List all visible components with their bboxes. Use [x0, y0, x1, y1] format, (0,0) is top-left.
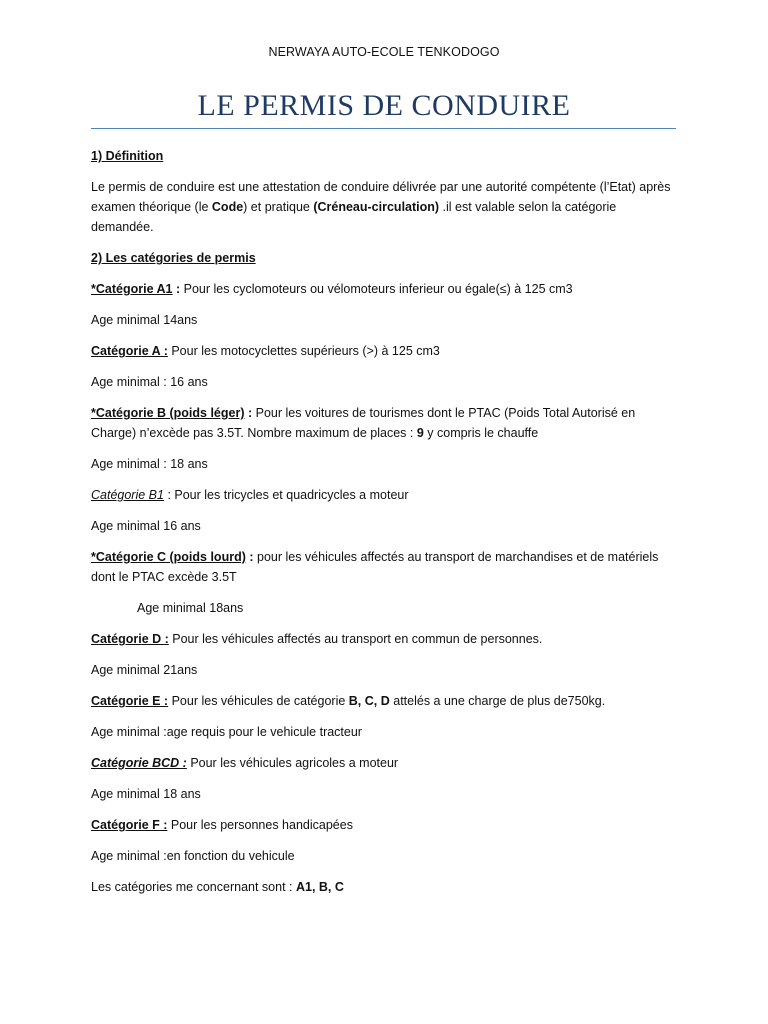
category-e-bcd: B, C, D — [348, 694, 390, 708]
category-a-age: Age minimal : 16 ans — [91, 375, 208, 389]
category-e-text2: attelés a une charge de plus de750kg. — [389, 694, 606, 708]
category-b — [91, 403, 681, 443]
category-d-text: Pour les véhicules affectés au transport en commun de personnes. — [168, 632, 543, 646]
category-f-text: Pour les personnes handicapées — [167, 818, 353, 832]
definition-text-a: Le permis de conduire est une attestation de conduire délivrée par une autorité compétente (l’Etat) après examen théorique (le — [91, 180, 671, 214]
section-heading-text: 1) Définition — [91, 149, 164, 163]
page-title: LE PERMIS DE CONDUIRE — [197, 89, 571, 122]
category-e-label: Catégorie E : — [91, 694, 169, 708]
definition-text-b: ) et pratique — [243, 200, 314, 214]
category-c — [91, 547, 681, 587]
category-a1-age: Age minimal 14ans — [91, 313, 198, 327]
concerned-list: A1, B, C — [295, 880, 344, 894]
category-e-age: Age minimal :age requis pour le vehicule tracteur — [91, 725, 362, 739]
section-categories-heading — [91, 248, 681, 268]
category-b1-label: Catégorie B1 — [91, 488, 164, 502]
category-f-age: Age minimal :en fonction du vehicule — [91, 849, 295, 863]
category-b1-colon: : — [163, 488, 171, 502]
category-c-colon: : — [245, 550, 254, 564]
category-b-age: Age minimal : 18 ans — [91, 457, 208, 471]
category-a1-colon: : — [172, 282, 181, 296]
category-b1-age: Age minimal 16 ans — [91, 519, 201, 533]
category-c-label: *Catégorie C (poids lourd) — [91, 550, 246, 564]
category-b-colon: : — [244, 406, 253, 420]
category-f — [91, 815, 681, 835]
category-a1 — [91, 279, 681, 299]
category-a — [91, 341, 681, 361]
category-d-label: Catégorie D : — [91, 632, 169, 646]
concerned-text: Les catégories me concernant sont : — [91, 880, 296, 894]
category-b1 — [91, 485, 681, 505]
category-a-text: Pour les motocyclettes supérieurs (>) à 125 cm3 — [167, 344, 440, 358]
category-b-label: *Catégorie B (poids léger) — [91, 406, 245, 420]
category-a1-label: *Catégorie A1 — [91, 282, 173, 296]
category-f-label: Catégorie F : — [91, 818, 168, 832]
category-e — [91, 691, 681, 711]
category-b1-text: Pour les tricycles et quadricycles a moteur — [170, 488, 409, 502]
category-bcd — [91, 753, 681, 773]
category-bcd-age: Age minimal 18 ans — [91, 787, 201, 801]
category-d — [91, 629, 681, 649]
category-e-text: Pour les véhicules de catégorie — [168, 694, 349, 708]
definition-code: Code — [211, 200, 244, 214]
section-definition-heading — [91, 146, 681, 166]
category-d-age: Age minimal 21ans — [91, 663, 198, 677]
document-body — [91, 146, 681, 908]
definition-creneau: (Créneau-circulation) — [313, 200, 440, 214]
concerned-categories — [91, 877, 681, 897]
definition-text-c: .il est valable selon la catégorie demandée. — [91, 200, 617, 234]
category-a-label: Catégorie A : — [91, 344, 168, 358]
category-a1-text: Pour les cyclomoteurs ou vélomoteurs inferieur ou égale(≤) à 125 cm3 — [180, 282, 573, 296]
definition-paragraph — [91, 177, 681, 237]
category-b-places: 9 — [416, 426, 424, 440]
category-c-age: Age minimal 18ans — [137, 601, 244, 615]
category-b-text: Pour les voitures de tourismes dont le PTAC (Poids Total Autorisé en Charge) n’excède pas 3.5T. Nombre maximum de places : — [91, 406, 636, 440]
school-header: NERWAYA AUTO-ECOLE TENKODOGO — [268, 45, 500, 59]
title-divider — [91, 128, 676, 129]
category-bcd-label: Catégorie BCD : — [91, 756, 187, 770]
category-c-text: pour les véhicules affectés au transport de marchandises et de matériels dont le PTAC excède 3.5T — [91, 550, 659, 584]
category-bcd-text: Pour les véhicules agricoles a moteur — [186, 756, 399, 770]
section-heading-text: 2) Les catégories de permis — [91, 251, 256, 265]
category-b-text2: y compris le chauffe — [423, 426, 539, 440]
